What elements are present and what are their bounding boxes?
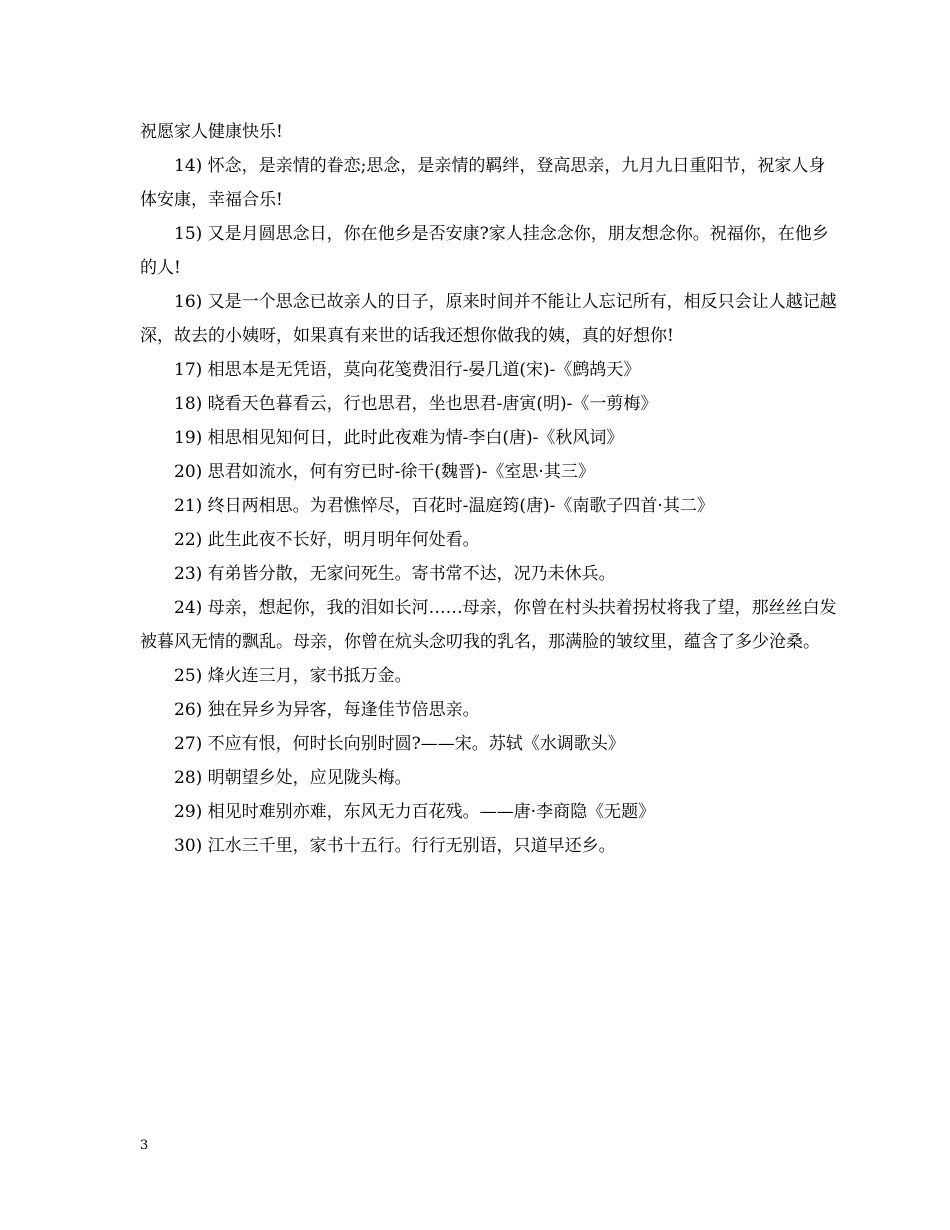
paragraph: 25) 烽火连三月，家书抵万金。 xyxy=(174,666,412,686)
paragraph: 14) 怀念，是亲情的眷恋;思念，是亲情的羁绊，登高思亲，九月九日重阳节，祝家人身体安康，幸福合乐! xyxy=(140,156,826,210)
paragraph: 15) 又是月圆思念日，你在他乡是否安康?家人挂念念你，朋友想念你。祝福你，在他乡的人! xyxy=(140,224,829,278)
paragraph: 28) 明朝望乡处，应见陇头梅。 xyxy=(174,768,412,788)
document-body xyxy=(140,115,840,863)
paragraph: 23) 有弟皆分散，无家问死生。寄书常不达，况乃未休兵。 xyxy=(174,564,616,584)
paragraph: 27) 不应有恨，何时长向别时圆?——宋。苏轼《水调歌头》 xyxy=(174,734,625,754)
page-number: 3 xyxy=(140,1138,149,1153)
paragraph: 20) 思君如流水，何有穷已时-徐干(魏晋)-《室思·其三》 xyxy=(174,462,595,482)
paragraph: 29) 相见时难别亦难，东风无力百花残。——唐·李商隐《无题》 xyxy=(174,802,656,822)
paragraph: 26) 独在异乡为异客，每逢佳节倍思亲。 xyxy=(174,700,480,720)
paragraph: 30) 江水三千里，家书十五行。行行无别语，只道早还乡。 xyxy=(174,836,616,856)
paragraph: 19) 相思相见知何日，此时此夜难为情-李白(唐)-《秋风词》 xyxy=(174,428,624,448)
paragraph: 21) 终日两相思。为君憔悴尽，百花时-温庭筠(唐)-《南歌子四首·其二》 xyxy=(174,496,714,516)
paragraph: 祝愿家人健康快乐! xyxy=(140,122,283,142)
paragraph: 24) 母亲，想起你，我的泪如长河……母亲，你曾在村头扶着拐杖将我了望，那丝丝白发被暮风无情的飘乱。母亲，你曾在炕头念叨我的乳名，那满脸的皱纹里，蕴含了多少沧桑。 xyxy=(140,598,837,652)
paragraph: 17) 相思本是无凭语，莫向花笺费泪行-晏几道(宋)-《鹧鸪天》 xyxy=(174,360,641,380)
paragraph: 16) 又是一个思念已故亲人的日子，原来时间并不能让人忘记所有，相反只会让人越记越深，故去的小姨呀，如果真有来世的话我还想你做我的姨，真的好想你! xyxy=(140,292,837,346)
paragraph: 18) 晓看天色暮看云，行也思君，坐也思君-唐寅(明)-《一剪梅》 xyxy=(174,394,658,414)
paragraph: 22) 此生此夜不长好，明月明年何处看。 xyxy=(174,530,480,550)
